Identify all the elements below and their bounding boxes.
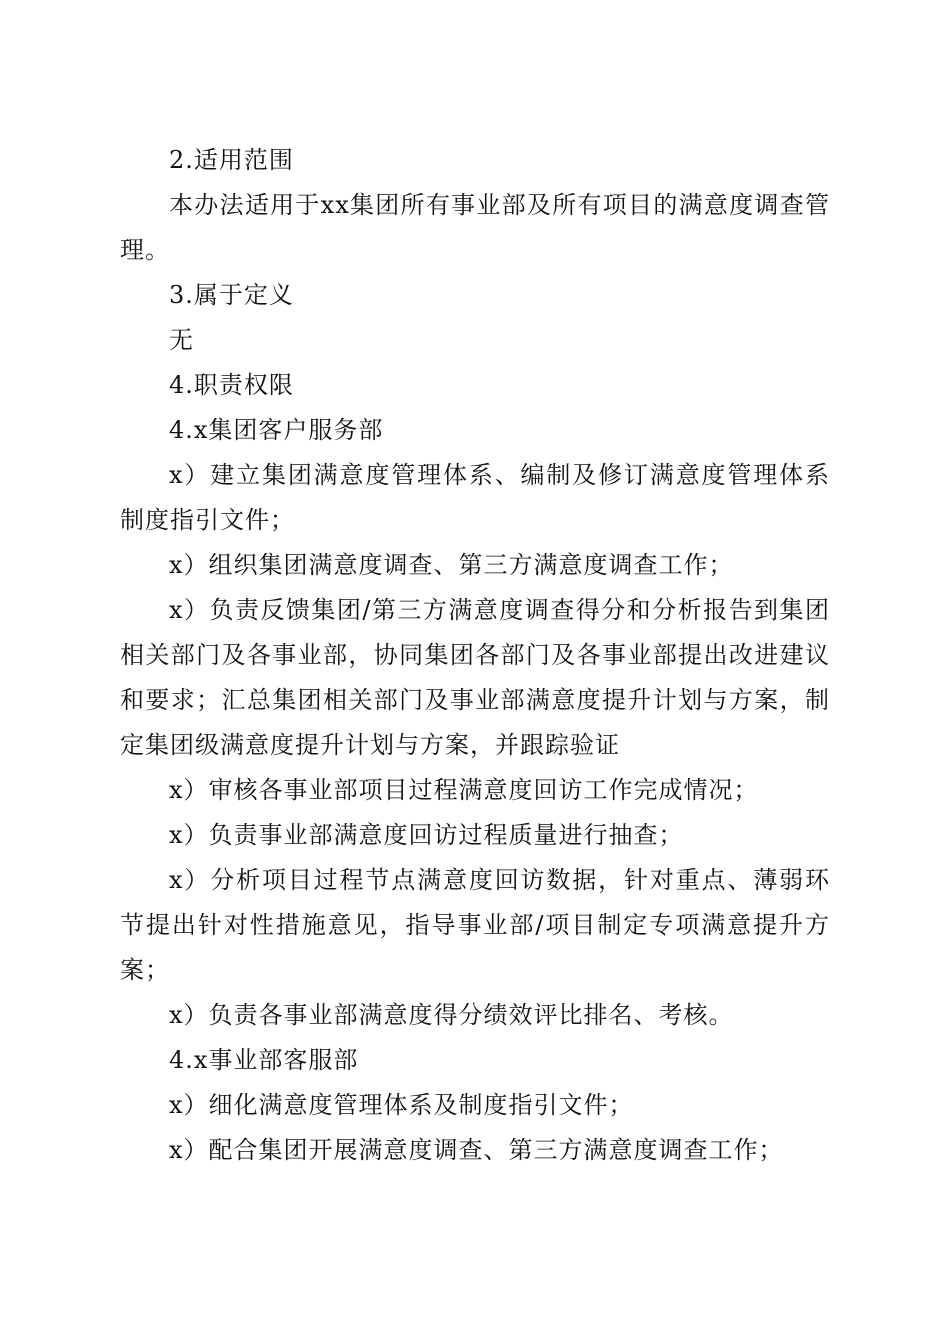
document-body: [120, 138, 830, 1173]
list-item: x）负责各事业部满意度得分绩效评比排名、考核。: [169, 1001, 734, 1029]
subsection-heading-group-service: 4.x集团客户服务部: [169, 416, 384, 444]
list-item: x）配合集团开展满意度调查、第三方满意度调查工作；: [169, 1136, 784, 1164]
list-item: x）细化满意度管理体系及制度指引文件；: [169, 1091, 634, 1119]
list-item: x）组织集团满意度调查、第三方满意度调查工作；: [169, 551, 734, 579]
list-item: x）分析项目过程节点满意度回访数据，针对重点、薄弱环节提出针对性措施意见，指导事业部/项目制定专项满意提升方案；: [120, 866, 830, 984]
subsection-heading-division-service: 4.x事业部客服部: [169, 1046, 359, 1074]
section-heading-responsibilities: 4.职责权限: [169, 371, 294, 399]
section-heading-scope: 2.适用范围: [169, 146, 294, 174]
list-item: x）负责反馈集团/第三方满意度调查得分和分析报告到集团相关部门及各事业部，协同集团各部门及各事业部提出改进建议和要求；汇总集团相关部门及事业部满意度提升计划与方案，制定集团级满意度提升计划与方案，并跟踪验证: [120, 596, 830, 759]
list-item: x）负责事业部满意度回访过程质量进行抽查；: [169, 821, 684, 849]
list-item: x）建立集团满意度管理体系、编制及修订满意度管理体系制度指引文件；: [120, 461, 830, 534]
definitions-text: 无: [169, 326, 194, 354]
scope-text: 本办法适用于xx集团所有事业部及所有项目的满意度调查管理。: [120, 191, 830, 264]
list-item: x）审核各事业部项目过程满意度回访工作完成情况；: [169, 776, 759, 804]
section-heading-definitions: 3.属于定义: [169, 281, 294, 309]
